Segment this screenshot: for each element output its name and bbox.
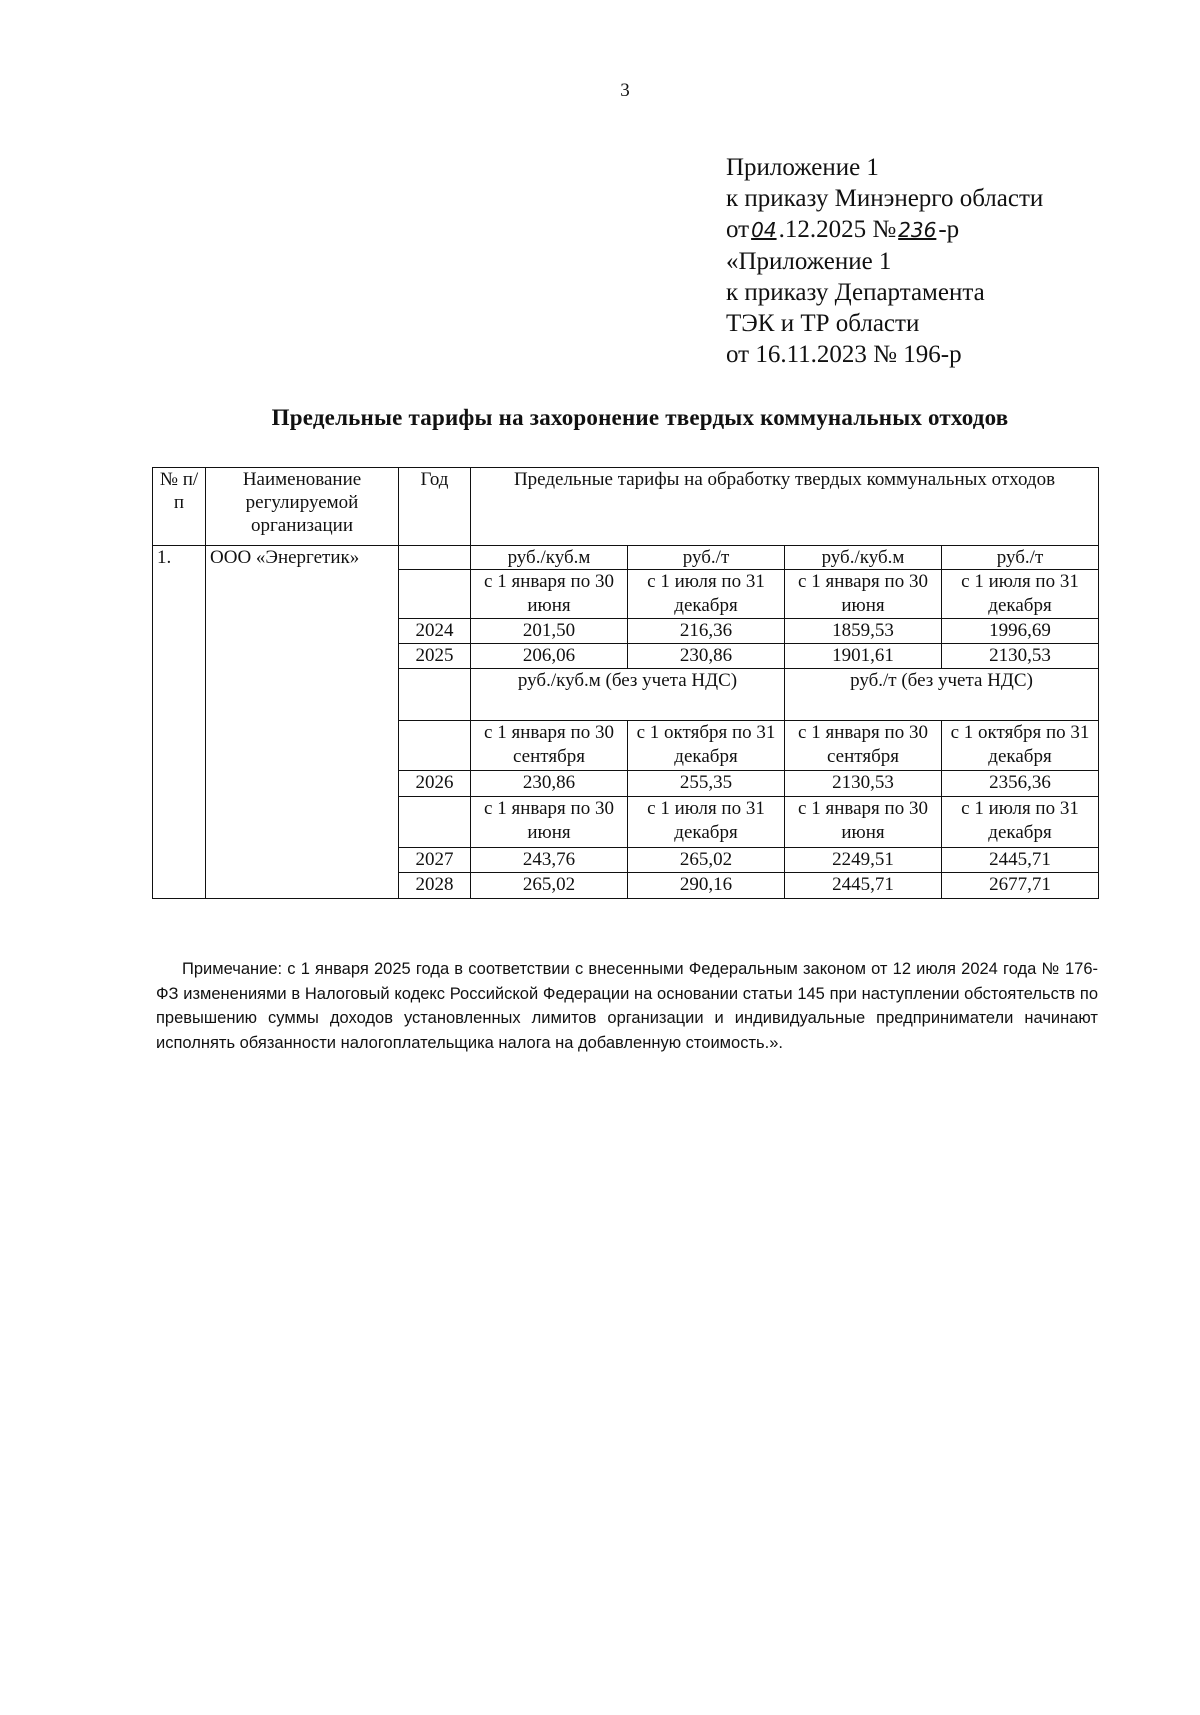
year-cell: 2028 bbox=[399, 873, 471, 899]
period-cell: с 1 июля по 31 декабря bbox=[942, 797, 1099, 848]
period-cell: с 1 июля по 31 декабря bbox=[628, 570, 785, 619]
tariffs-table bbox=[152, 467, 1099, 899]
footnote: Примечание: с 1 января 2025 года в соответствии с внесенными Федеральным законом от 12 июля 2024 года № 176-ФЗ изменениями в Налоговый кодекс Российской Федерации на основании статьи 145 при наступлении обстоятельств по превышению суммы доходов установленных лимитов организации и индивидуальные предприниматели начинают исполнять обязанности налогоплательщика налога на добавленную стоимость.». bbox=[156, 960, 1098, 1052]
period-cell: с 1 января по 30 июня bbox=[471, 797, 628, 848]
value-cell: 2130,53 bbox=[785, 771, 942, 797]
value-cell: 265,02 bbox=[471, 873, 628, 899]
value-cell: 2130,53 bbox=[942, 644, 1099, 669]
period-cell: с 1 октября по 31 декабря bbox=[942, 721, 1099, 771]
page-number: 3 bbox=[620, 80, 630, 101]
period-cell: с 1 января по 30 сентября bbox=[785, 721, 942, 771]
empty-year-cell bbox=[399, 570, 471, 619]
header-num: № п/п bbox=[153, 468, 206, 546]
period-cell: с 1 октября по 31 декабря bbox=[628, 721, 785, 771]
unit-cell-novat: руб./куб.м (без учета НДС) bbox=[471, 669, 785, 721]
period-cell: с 1 января по 30 июня bbox=[785, 797, 942, 848]
appendix-line-5: к приказу Департамента bbox=[726, 279, 985, 306]
order-date-middle: .12.2025 № bbox=[778, 216, 897, 243]
appendix-line-6: ТЭК и ТР области bbox=[726, 310, 920, 337]
appendix-line-4: «Приложение 1 bbox=[726, 248, 892, 275]
value-cell: 206,06 bbox=[471, 644, 628, 669]
period-cell: с 1 января по 30 июня bbox=[471, 570, 628, 619]
empty-year-cell bbox=[399, 546, 471, 570]
unit-cell-novat: руб./т (без учета НДС) bbox=[785, 669, 1099, 721]
value-cell: 201,50 bbox=[471, 619, 628, 644]
period-cell: с 1 января по 30 сентября bbox=[471, 721, 628, 771]
value-cell: 255,35 bbox=[628, 771, 785, 797]
value-cell: 265,02 bbox=[628, 848, 785, 873]
year-cell: 2027 bbox=[399, 848, 471, 873]
header-tariffs: Предельные тарифы на обработку твердых коммунальных отходов bbox=[471, 468, 1099, 546]
value-cell: 243,76 bbox=[471, 848, 628, 873]
header-year: Год bbox=[399, 468, 471, 546]
order-date-prefix: от bbox=[726, 216, 750, 243]
unit-cell: руб./т bbox=[628, 546, 785, 570]
handwritten-order-number: 236 bbox=[898, 218, 937, 242]
unit-cell: руб./куб.м bbox=[471, 546, 628, 570]
value-cell: 1996,69 bbox=[942, 619, 1099, 644]
unit-cell: руб./куб.м bbox=[785, 546, 942, 570]
units-row-1 bbox=[153, 546, 1099, 570]
value-cell: 2356,36 bbox=[942, 771, 1099, 797]
appendix-line-7: от 16.11.2023 № 196-р bbox=[726, 341, 962, 368]
year-cell: 2024 bbox=[399, 619, 471, 644]
empty-year-cell bbox=[399, 721, 471, 771]
period-cell: с 1 июля по 31 декабря bbox=[628, 797, 785, 848]
period-cell: с 1 января по 30 июня bbox=[785, 570, 942, 619]
value-cell: 1901,61 bbox=[785, 644, 942, 669]
appendix-header bbox=[726, 152, 1043, 370]
unit-cell: руб./т bbox=[942, 546, 1099, 570]
value-cell: 2445,71 bbox=[785, 873, 942, 899]
appendix-line-1: Приложение 1 bbox=[726, 154, 879, 181]
value-cell: 230,86 bbox=[471, 771, 628, 797]
appendix-line-2: к приказу Минэнерго области bbox=[726, 185, 1044, 212]
value-cell: 230,86 bbox=[628, 644, 785, 669]
table-header-row bbox=[153, 468, 1099, 546]
order-number-suffix: -р bbox=[938, 216, 960, 243]
period-cell: с 1 июля по 31 декабря bbox=[942, 570, 1099, 619]
empty-year-cell bbox=[399, 669, 471, 721]
document-title: Предельные тарифы на захоронение твердых коммунальных отходов bbox=[271, 405, 1009, 430]
handwritten-day: 04 bbox=[751, 218, 777, 242]
value-cell: 290,16 bbox=[628, 873, 785, 899]
header-org: Наименование регулируемой организации bbox=[206, 468, 399, 546]
value-cell: 1859,53 bbox=[785, 619, 942, 644]
value-cell: 216,36 bbox=[628, 619, 785, 644]
year-cell: 2026 bbox=[399, 771, 471, 797]
value-cell: 2249,51 bbox=[785, 848, 942, 873]
year-cell: 2025 bbox=[399, 644, 471, 669]
row-number: 1. bbox=[153, 546, 206, 899]
empty-year-cell bbox=[399, 797, 471, 848]
value-cell: 2445,71 bbox=[942, 848, 1099, 873]
value-cell: 2677,71 bbox=[942, 873, 1099, 899]
organization-name: ООО «Энергетик» bbox=[206, 546, 399, 899]
appendix-line-3 bbox=[726, 214, 1043, 246]
